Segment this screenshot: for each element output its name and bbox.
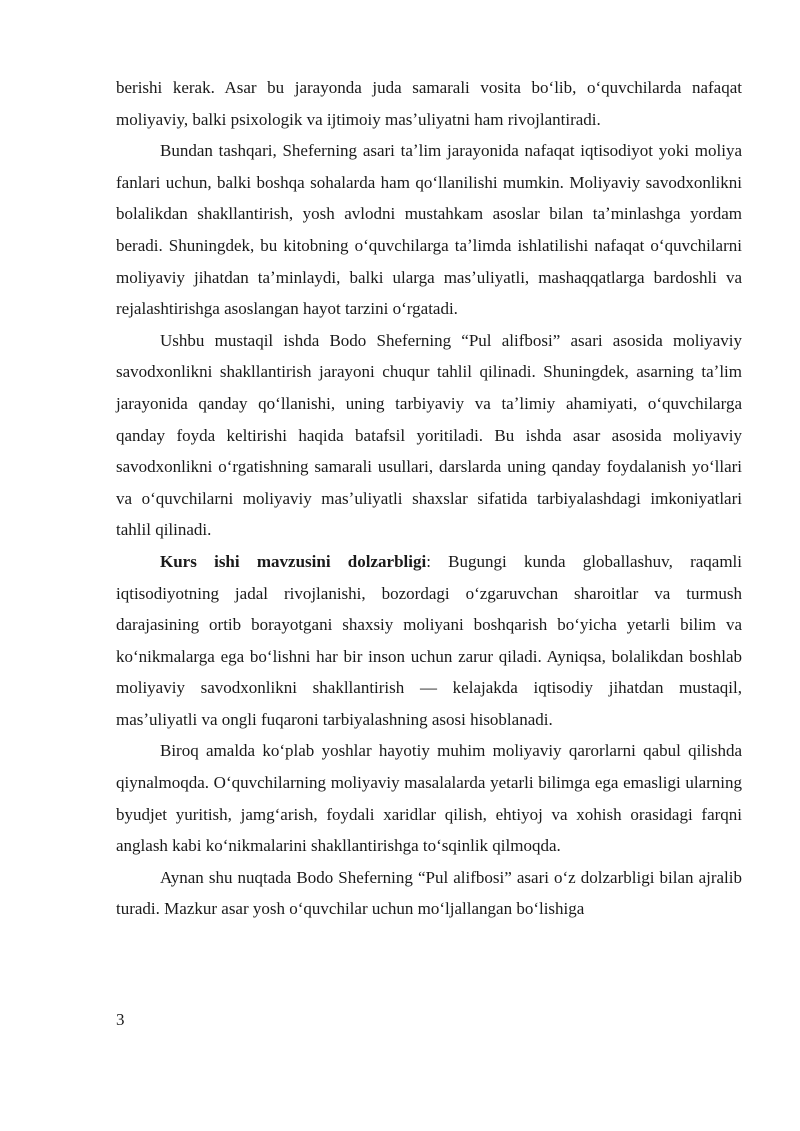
paragraph-6-text: Aynan shu nuqtada Bodo Sheferning “Pul alifbosi” asari oʻz dolzarbligi bilan ajralib turadi. Mazkur asar yosh oʻquvchilar uchun moʻljallangan boʻlishiga bbox=[116, 867, 742, 919]
paragraph-5 bbox=[116, 735, 742, 861]
paragraph-6 bbox=[116, 862, 742, 925]
paragraph-3-text: Ushbu mustaqil ishda Bodo Sheferning “Pul alifbosi” asari asosida moliyaviy savodxonlikni shakllantirish jarayoni chuqur tahlil qilinadi. Shuningdek, asarning taʼlim jarayonida qanday qoʻllanishi, uning tarbiyaviy va taʼlimiy ahamiyati, oʻquvchilarga qanday foyda keltirishi haqida batafsil yoritiladi. Bu ishda asar asosida moliyaviy savodxonlikni oʻrgatishning samarali usullari, darslarda uning qanday foydalanish yoʻllari va oʻquvchilarni moliyaviy masʼuliyatli shaxslar sifatida tarbiyalashdagi imkoniyatlari tahlil qilinadi. bbox=[116, 330, 742, 540]
paragraph-4-text: : Bugungi kunda globallashuv, raqamli iqtisodiyotning jadal rivojlanishi, bozordagi oʻzgaruvchan sharoitlar va turmush darajasining ortib borayotgani shaxsiy moliyani boshqarish boʻyicha yetarli bilim va koʻnikmalarga ega boʻlishni har bir inson uchun zarur qiladi. Ayniqsa, bolalikdan boshlab moliyaviy savodxonlikni shakllantirish — kelajakda iqtisodiy jihatdan mustaqil, masʼuliyatli va ongli fuqaroni tarbiyalashning asosi hisoblanadi. bbox=[116, 551, 742, 729]
paragraph-4 bbox=[116, 546, 742, 736]
paragraph-2 bbox=[116, 135, 742, 325]
paragraph-5-text: Biroq amalda koʻplab yoshlar hayotiy muhim moliyaviy qarorlarni qabul qilishda qiynalmoqda. Oʻquvchilarning moliyaviy masalalarda yetarli bilimga ega emasligi ularning byudjet yuritish, jamgʻarish, foydali xaridlar qilish, ehtiyoj va xohish orasidagi farqni anglash kabi koʻnikmalarini shakllantirishga toʻsqinlik qilmoqda. bbox=[116, 741, 742, 856]
paragraph-1-text: berishi kerak. Asar bu jarayonda juda samarali vosita boʻlib, oʻquvchilarda nafaqat moliyaviy, balki psixologik va ijtimoiy masʼuliyatni ham rivojlantiradi. bbox=[116, 78, 742, 129]
paragraph-3 bbox=[116, 325, 742, 546]
paragraph-2-text: Bundan tashqari, Sheferning asari taʼlim jarayonida nafaqat iqtisodiyot yoki moliya fanlari uchun, balki boshqa sohalarda ham qoʻllanilishi mumkin. Moliyaviy savodxonlikni bolalikdan shakllantirish, yosh avlodni mustahkam asoslar bilan taʼminlashga yordam beradi. Shuningdek, bu kitobning oʻquvchilarga taʼlimda ishlatilishi nafaqat oʻquvchilarni moliyaviy jihatdan taʼminlaydi, balki ularga masʼuliyatli, mashaqqatlarga bardoshli va rejalashtirishga asoslangan hayot tarzini oʻrgatadi. bbox=[116, 141, 742, 319]
page-number: 3 bbox=[116, 1010, 125, 1029]
paragraph-1 bbox=[116, 72, 742, 135]
body-text bbox=[116, 72, 742, 925]
section-heading-relevance: Kurs ishi mavzusini dolzarbligi bbox=[160, 551, 427, 571]
